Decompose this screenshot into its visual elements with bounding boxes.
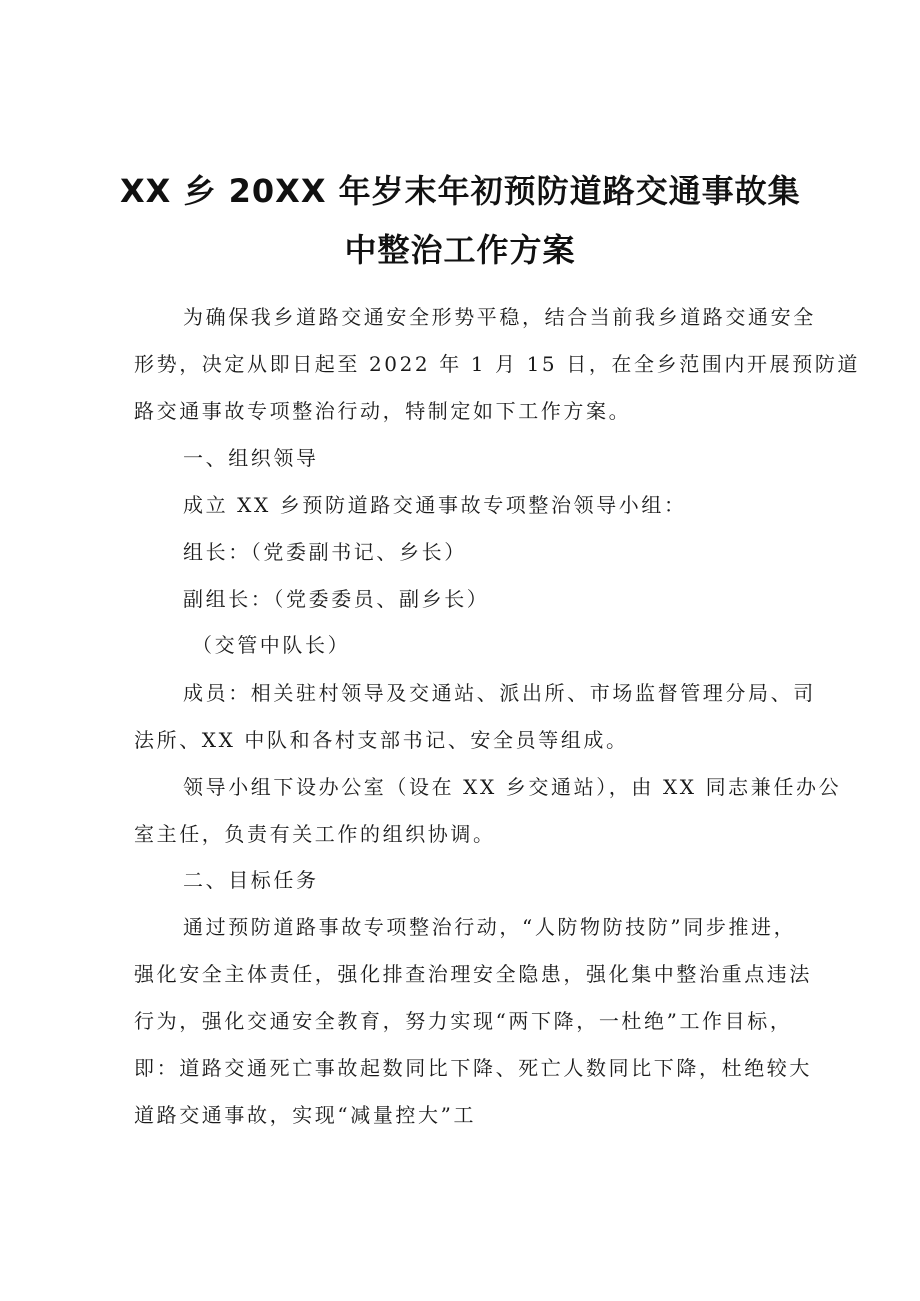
paragraph-leadership-group: 成立 XX 乡预防道路交通事故专项整治领导小组： bbox=[183, 493, 687, 517]
goals-line-5: 道路交通事故，实现“减量控大”工 bbox=[134, 1103, 477, 1127]
goals-line-1: 通过预防道路事故专项整治行动，“人防物防技防”同步推进， bbox=[183, 915, 797, 939]
paragraph-intro-line-1: 为确保我乡道路交通安全形势平稳，结合当前我乡道路交通安全 bbox=[183, 305, 816, 329]
document-title-line-2: 中整治工作方案 bbox=[344, 231, 576, 269]
group-leader-line: 组长：（党委副书记、乡长） bbox=[183, 540, 467, 564]
paragraph-intro-line-2: 形势，决定从即日起至 2022 年 1 月 15 日，在全乡范围内开展预防道 bbox=[134, 352, 861, 376]
traffic-squad-leader-line: （交管中队长） bbox=[192, 633, 351, 657]
document-title-line-1: XX 乡 20XX 年岁末年初预防道路交通事故集 bbox=[120, 172, 801, 210]
section-heading-organization: 一、组织领导 bbox=[183, 446, 319, 470]
office-line-1: 领导小组下设办公室（设在 XX 乡交通站），由 XX 同志兼任办公 bbox=[183, 775, 842, 799]
goals-line-2: 强化安全主体责任，强化排查治理安全隐患，强化集中整治重点违法 bbox=[134, 962, 812, 986]
office-line-2: 室主任，负责有关工作的组织协调。 bbox=[134, 822, 496, 846]
section-heading-goals: 二、目标任务 bbox=[183, 868, 319, 892]
goals-line-3: 行为，强化交通安全教育，努力实现“两下降，一杜绝”工作目标， bbox=[134, 1009, 793, 1033]
goals-line-4: 即：道路交通死亡事故起数同比下降、死亡人数同比下降，杜绝较大 bbox=[134, 1056, 812, 1080]
deputy-leader-line: 副组长：（党委委员、副乡长） bbox=[183, 587, 490, 611]
members-line-2: 法所、XX 中队和各村支部书记、安全员等组成。 bbox=[134, 728, 629, 752]
members-line-1: 成员：相关驻村领导及交通站、派出所、市场监督管理分局、司 bbox=[183, 681, 816, 705]
paragraph-intro-line-3: 路交通事故专项整治行动，特制定如下工作方案。 bbox=[134, 399, 632, 423]
